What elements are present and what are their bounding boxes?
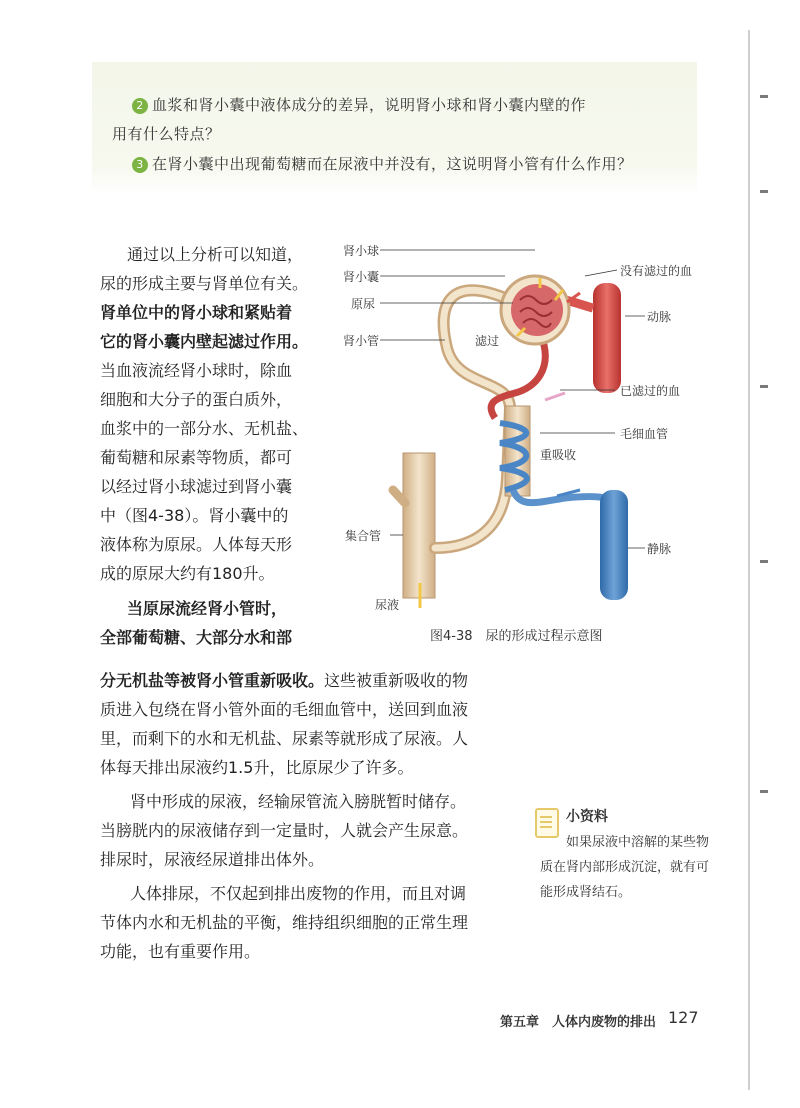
para3-line: 排尿时，尿液经尿道排出体外。	[100, 850, 325, 869]
para1-line: 细胞和大分子的蛋白质外，	[100, 390, 293, 409]
label-primary-urine: 原尿	[351, 297, 376, 311]
figure-caption: 图4-38 尿的形成过程示意图	[430, 629, 603, 644]
para1-line: 当血液流经肾小球时，除血	[100, 361, 293, 380]
collecting-duct	[403, 453, 435, 598]
question-2-cont: 用有什么特点？	[112, 125, 221, 143]
para4-line: 功能，也有重要作用。	[100, 942, 261, 961]
label-glomerulus: 肾小球	[343, 244, 380, 258]
leader-line	[585, 270, 617, 276]
label-reabsorption: 重吸收	[540, 448, 577, 462]
para3-line: 当膀胱内的尿液储存到一定量时，人就会产生尿意。	[100, 821, 469, 840]
label-tubule: 肾小管	[343, 334, 380, 348]
note-title: 小资料	[566, 809, 608, 825]
page-edge-mark	[760, 385, 768, 388]
label-capsule: 肾小囊	[343, 270, 380, 284]
para2-line: 体每天排出尿液约1.5升，比原尿少了许多。	[100, 758, 414, 777]
urine-formation-figure	[335, 228, 735, 623]
label-collecting-duct: 集合管	[345, 529, 382, 543]
renal-tubule	[435, 290, 510, 548]
efferent-arteriole	[491, 333, 545, 418]
para1-line: 尿的形成主要与肾单位有关。	[100, 274, 309, 293]
para2-line: 当原尿流经肾小管时，	[127, 599, 288, 618]
artery	[593, 283, 621, 393]
label-capillary: 毛细血管	[620, 427, 669, 441]
glomerulus	[511, 284, 563, 336]
page-edge-mark	[760, 560, 768, 563]
para1-line: 它的肾小囊内壁起滤过作用。	[100, 332, 309, 351]
para1-line: 成的原尿大约有180升。	[100, 564, 275, 583]
para1-line: 通过以上分析可以知道，	[127, 245, 304, 264]
para1-line: 液体称为原尿。人体每天形	[100, 535, 293, 554]
question-number: 2	[132, 98, 148, 114]
para1-line: 肾单位中的肾小球和紧贴着	[100, 303, 293, 322]
question-number: 3	[132, 157, 148, 173]
label-vein: 静脉	[647, 542, 672, 556]
page-edge-mark	[760, 190, 768, 193]
label-artery: 动脉	[647, 310, 672, 324]
page-edge-mark	[760, 95, 768, 98]
question-3: 3 在肾小囊中出现葡萄糖而在尿液中并没有，这说明肾小管有什么作用？	[132, 153, 633, 174]
para4-line: 人体排尿，不仅起到排出废物的作用，而且对调	[130, 884, 467, 903]
label-filtered-blood: 已滤过的血	[620, 384, 681, 398]
para2-line: 质进入包绕在肾小管外面的毛细血管中，送回到血液	[100, 700, 469, 719]
para2-line: 全部葡萄糖、大部分水和部	[100, 628, 293, 647]
page-edge	[748, 30, 750, 1090]
para1-line: 以经过肾小球滤过到肾小囊	[100, 477, 293, 496]
label-unfiltered-blood: 没有滤过的血	[620, 264, 693, 278]
label-filtration: 滤过	[475, 334, 500, 348]
page-edge-mark	[760, 790, 768, 793]
vein	[600, 490, 628, 600]
nephron-diagram	[335, 228, 735, 623]
para3-line: 肾中形成的尿液，经输尿管流入膀胱暂时储存。	[130, 792, 467, 811]
note-text: 如果尿液中溶解的某些物质在肾内部形成沉淀，就有可能形成肾结石。	[540, 835, 710, 900]
label-urine: 尿液	[375, 598, 400, 612]
para1-line: 中（图4-38）。肾小囊中的	[100, 506, 289, 525]
filtered-blood-arrow	[545, 393, 565, 400]
page-number: 127	[668, 1008, 699, 1027]
question-2: 2 血浆和肾小囊中液体成分的差异，说明肾小球和肾小囊内壁的作	[132, 94, 586, 115]
para2-line: 里，而剩下的水和无机盐、尿素等就形成了尿液。人	[100, 729, 469, 748]
chapter-footer: 第五章 人体内废物的排出	[500, 1015, 657, 1030]
para1-line: 葡萄糖和尿素等物质，都可	[100, 448, 293, 467]
para1-line: 血浆中的一部分水、无机盐、	[100, 419, 309, 438]
para4-line: 节体内水和无机盐的平衡，维持组织细胞的正常生理	[100, 913, 469, 932]
para2-line: 分无机盐等被肾小管重新吸收。这些被重新吸收的物	[100, 671, 469, 690]
